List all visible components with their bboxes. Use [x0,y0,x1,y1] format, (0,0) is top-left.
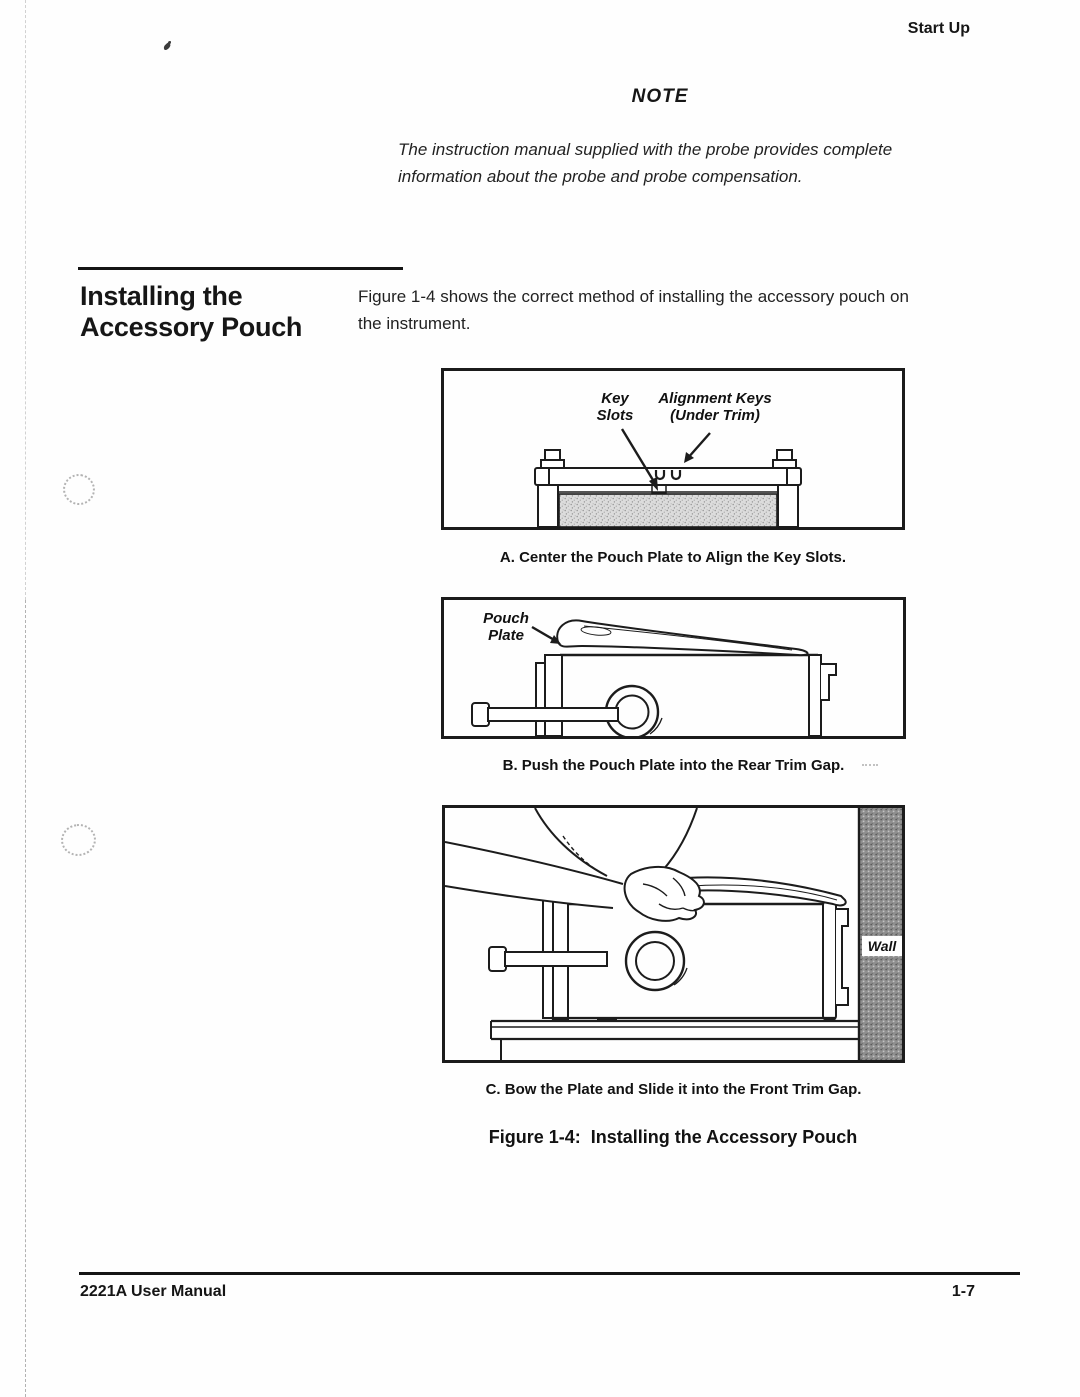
section-heading [80,281,302,343]
figure-panel-c [442,805,905,1063]
alignment-keys-label-line: Alignment Keys [658,390,772,407]
footer-manual-title: 2221A User Manual [80,1283,227,1300]
punch-hole-mark [59,822,97,857]
section-body-line: Figure 1-4 shows the correct method of installing the accessory pouch on [358,287,909,306]
panel-b-caption: B. Push the Pouch Plate into the Rear Trim Gap. [502,757,845,774]
panel-c-caption: C. Bow the Plate and Slide it into the Front Trim Gap. [485,1081,862,1098]
key-slots-label-line: Slots [596,407,634,424]
punch-hole-mark [61,472,97,507]
section-heading-line: Accessory Pouch [80,312,303,342]
footer-rule [79,1272,1020,1275]
figure-panel-b [441,597,906,739]
key-slots-label [572,390,658,424]
note-heading: NOTE [631,86,689,107]
alignment-keys-label [651,390,779,424]
figure-caption: Figure 1-4: Installing the Accessory Pouch [488,1127,858,1147]
pouch-plate-label-line: Pouch [483,610,529,627]
alignment-keys-label-line: (Under Trim) [670,407,760,424]
pouch-plate-label [475,610,537,644]
note-text-line: The instruction manual supplied with the probe provides complete [398,140,893,159]
scan-edge-line [25,0,26,600]
key-slots-label-line: Key [601,390,629,407]
pouch-plate-label-line: Plate [488,627,524,644]
panel-c-drawing [445,808,902,1060]
section-body-line: the instrument. [358,314,471,333]
running-header: Start Up [907,20,970,37]
section-rule [78,267,403,270]
figure-panel-a [441,368,905,530]
note-text-line: information about the probe and probe compensation. [398,167,803,186]
wall-label: Wall [862,937,902,956]
section-heading-line: Installing the [80,281,243,311]
footer-page-number: 1-7 [951,1283,975,1300]
panel-a-caption: A. Center the Pouch Plate to Align the Key Slots. [499,549,847,566]
scan-edge-line [25,600,26,1397]
